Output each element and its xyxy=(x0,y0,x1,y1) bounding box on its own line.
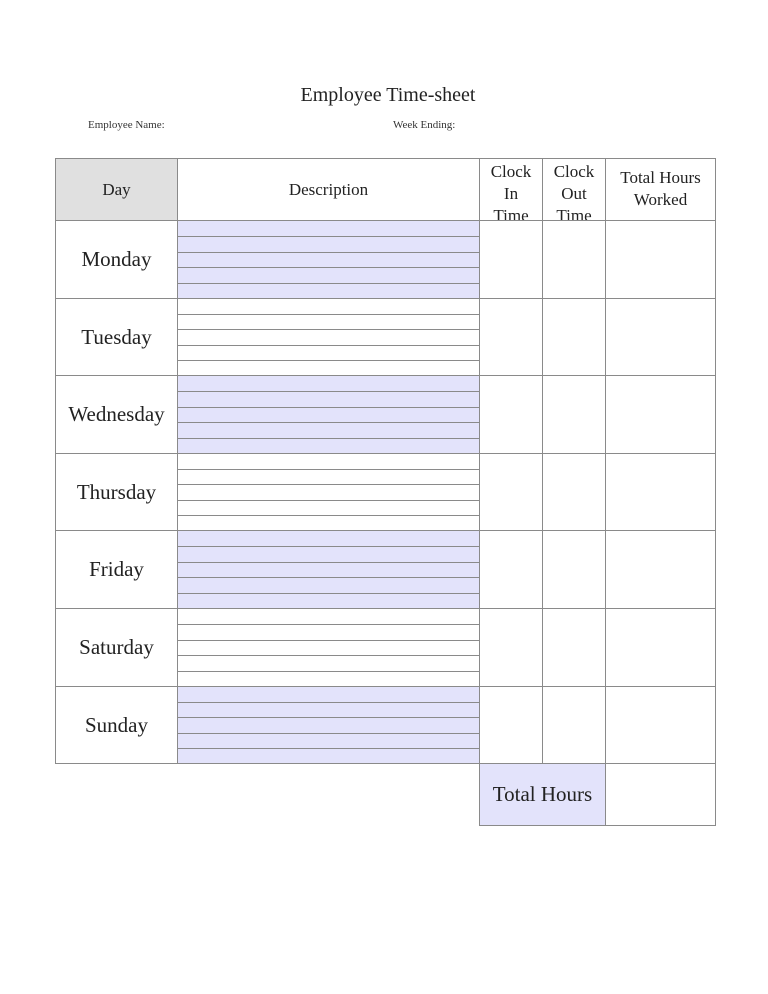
hours-worked-field-saturday[interactable] xyxy=(605,608,716,687)
ruled-line xyxy=(178,593,479,594)
clock-in-field-thursday[interactable] xyxy=(479,453,543,531)
description-field-sunday[interactable] xyxy=(177,686,480,764)
ruled-line xyxy=(178,640,479,641)
clock-in-field-wednesday[interactable] xyxy=(479,375,543,454)
ruled-line xyxy=(178,391,479,392)
ruled-line xyxy=(178,360,479,361)
description-lines xyxy=(178,454,479,530)
employee-name-label: Employee Name: xyxy=(88,119,165,131)
description-field-wednesday[interactable] xyxy=(177,375,480,454)
description-field-thursday[interactable] xyxy=(177,453,480,531)
ruled-line xyxy=(178,314,479,315)
header-clock-in-time: Clock In Time xyxy=(479,158,543,221)
header-total-hours-worked: Total Hours Worked xyxy=(605,158,716,221)
day-label-saturday: Saturday xyxy=(55,608,178,687)
ruled-line xyxy=(178,748,479,749)
header-day: Day xyxy=(55,158,178,221)
ruled-line xyxy=(178,484,479,485)
day-label-monday: Monday xyxy=(55,220,178,299)
ruled-line xyxy=(178,717,479,718)
clock-out-field-tuesday[interactable] xyxy=(542,298,606,376)
total-hours-input[interactable] xyxy=(605,763,716,826)
ruled-line xyxy=(178,655,479,656)
ruled-line xyxy=(178,345,479,346)
ruled-line xyxy=(178,283,479,284)
description-lines xyxy=(178,221,479,298)
ruled-line xyxy=(178,422,479,423)
clock-out-field-saturday[interactable] xyxy=(542,608,606,687)
hours-worked-field-wednesday[interactable] xyxy=(605,375,716,454)
hours-worked-field-monday[interactable] xyxy=(605,220,716,299)
clock-in-field-saturday[interactable] xyxy=(479,608,543,687)
ruled-line xyxy=(178,671,479,672)
ruled-line xyxy=(178,329,479,330)
ruled-line xyxy=(178,267,479,268)
clock-in-field-friday[interactable] xyxy=(479,530,543,609)
day-label-thursday: Thursday xyxy=(55,453,178,531)
clock-out-field-monday[interactable] xyxy=(542,220,606,299)
ruled-line xyxy=(178,236,479,237)
clock-out-field-wednesday[interactable] xyxy=(542,375,606,454)
ruled-line xyxy=(178,546,479,547)
total-hours-label: Total Hours xyxy=(479,763,606,826)
clock-out-field-friday[interactable] xyxy=(542,530,606,609)
description-field-saturday[interactable] xyxy=(177,608,480,687)
clock-out-field-thursday[interactable] xyxy=(542,453,606,531)
ruled-line xyxy=(178,562,479,563)
ruled-line xyxy=(178,515,479,516)
day-label-tuesday: Tuesday xyxy=(55,298,178,376)
ruled-line xyxy=(178,733,479,734)
header-description: Description xyxy=(177,158,480,221)
clock-in-field-monday[interactable] xyxy=(479,220,543,299)
hours-worked-field-friday[interactable] xyxy=(605,530,716,609)
ruled-line xyxy=(178,702,479,703)
day-label-friday: Friday xyxy=(55,530,178,609)
ruled-line xyxy=(178,407,479,408)
day-label-wednesday: Wednesday xyxy=(55,375,178,454)
page-title: Employee Time-sheet xyxy=(300,84,476,106)
day-label-sunday: Sunday xyxy=(55,686,178,764)
description-lines xyxy=(178,376,479,453)
ruled-line xyxy=(178,438,479,439)
description-lines xyxy=(178,609,479,686)
clock-in-field-tuesday[interactable] xyxy=(479,298,543,376)
description-field-monday[interactable] xyxy=(177,220,480,299)
hours-worked-field-thursday[interactable] xyxy=(605,453,716,531)
ruled-line xyxy=(178,469,479,470)
description-field-tuesday[interactable] xyxy=(177,298,480,376)
hours-worked-field-sunday[interactable] xyxy=(605,686,716,764)
clock-in-field-sunday[interactable] xyxy=(479,686,543,764)
hours-worked-field-tuesday[interactable] xyxy=(605,298,716,376)
clock-out-field-sunday[interactable] xyxy=(542,686,606,764)
header-clock-out-time: Clock Out Time xyxy=(542,158,606,221)
ruled-line xyxy=(178,577,479,578)
description-lines xyxy=(178,531,479,608)
description-field-friday[interactable] xyxy=(177,530,480,609)
ruled-line xyxy=(178,500,479,501)
description-lines xyxy=(178,687,479,763)
description-lines xyxy=(178,299,479,375)
ruled-line xyxy=(178,624,479,625)
ruled-line xyxy=(178,252,479,253)
week-ending-label: Week Ending: xyxy=(393,119,456,131)
